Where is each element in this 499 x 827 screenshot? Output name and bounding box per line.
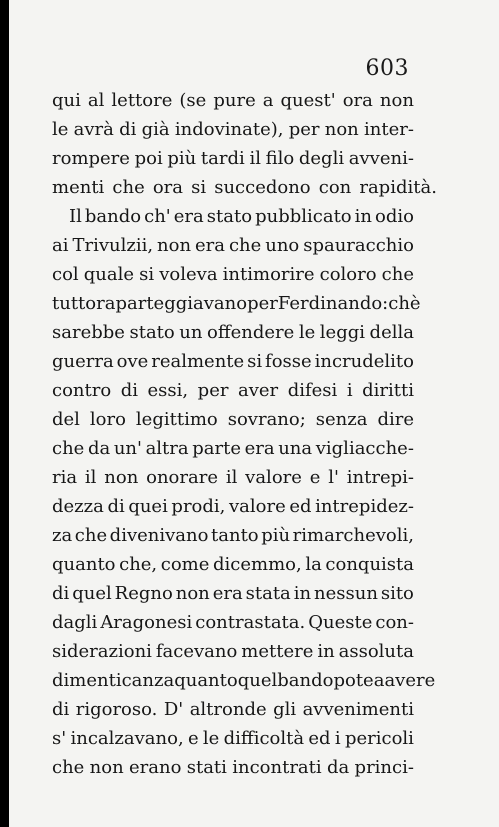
text-line: tuttora parteggiavano per Ferdinando: chè <box>52 293 421 314</box>
text-line: dimenticanza quanto quel bando potea avere <box>52 670 436 691</box>
text-line: menti che ora si succedono con rapidità. <box>52 177 437 198</box>
text-line: s' incalzavano, e le difficoltà ed i pericoli <box>52 728 414 749</box>
text-line: qui al lettore (se pure a quest' ora non <box>52 90 414 111</box>
text-line: del loro legittimo sovrano; senza dire <box>52 409 414 430</box>
text-line: sarebbe stato un offendere le leggi della <box>52 322 414 343</box>
text-line: che non erano stati incontrati da princi- <box>52 757 414 778</box>
text-line: ai Trivulzii, non era che uno spauracchio <box>52 235 414 256</box>
text-line: col quale si voleva intimorire coloro che <box>52 264 414 285</box>
book-page <box>9 0 499 827</box>
text-line: dagli Aragonesi contrastata. Queste con- <box>52 612 414 633</box>
text-line: di rigoroso. D' altronde gli avvenimenti <box>52 699 414 720</box>
text-line: rompere poi più tardi il filo degli avveni- <box>52 148 414 169</box>
text-line: che da un' altra parte era una vigliacche- <box>52 438 414 459</box>
text-line: contro di essi, per aver difesi i diritti <box>52 380 414 401</box>
text-line: quanto che, come dicemmo, la conquista <box>52 554 414 575</box>
text-line: di quel Regno non era stata in nessun sito <box>52 583 414 604</box>
text-line: siderazioni facevano mettere in assoluta <box>52 641 414 662</box>
body-text <box>52 86 437 782</box>
text-line: ria il non onorare il valore e l' intrepi- <box>52 467 414 488</box>
text-line: za che divenivano tanto più rimarchevoli, <box>52 525 414 546</box>
text-line: dezza di quei prodi, valore ed intrepidez- <box>52 496 414 517</box>
text-line: guerra ove realmente si fosse incrudelito <box>52 351 414 372</box>
text-line: Il bando ch' era stato pubblicato in odio <box>69 206 414 227</box>
text-line: le avrà di già indovinate), per non inter- <box>52 119 414 140</box>
page-number: 603 <box>365 56 409 81</box>
